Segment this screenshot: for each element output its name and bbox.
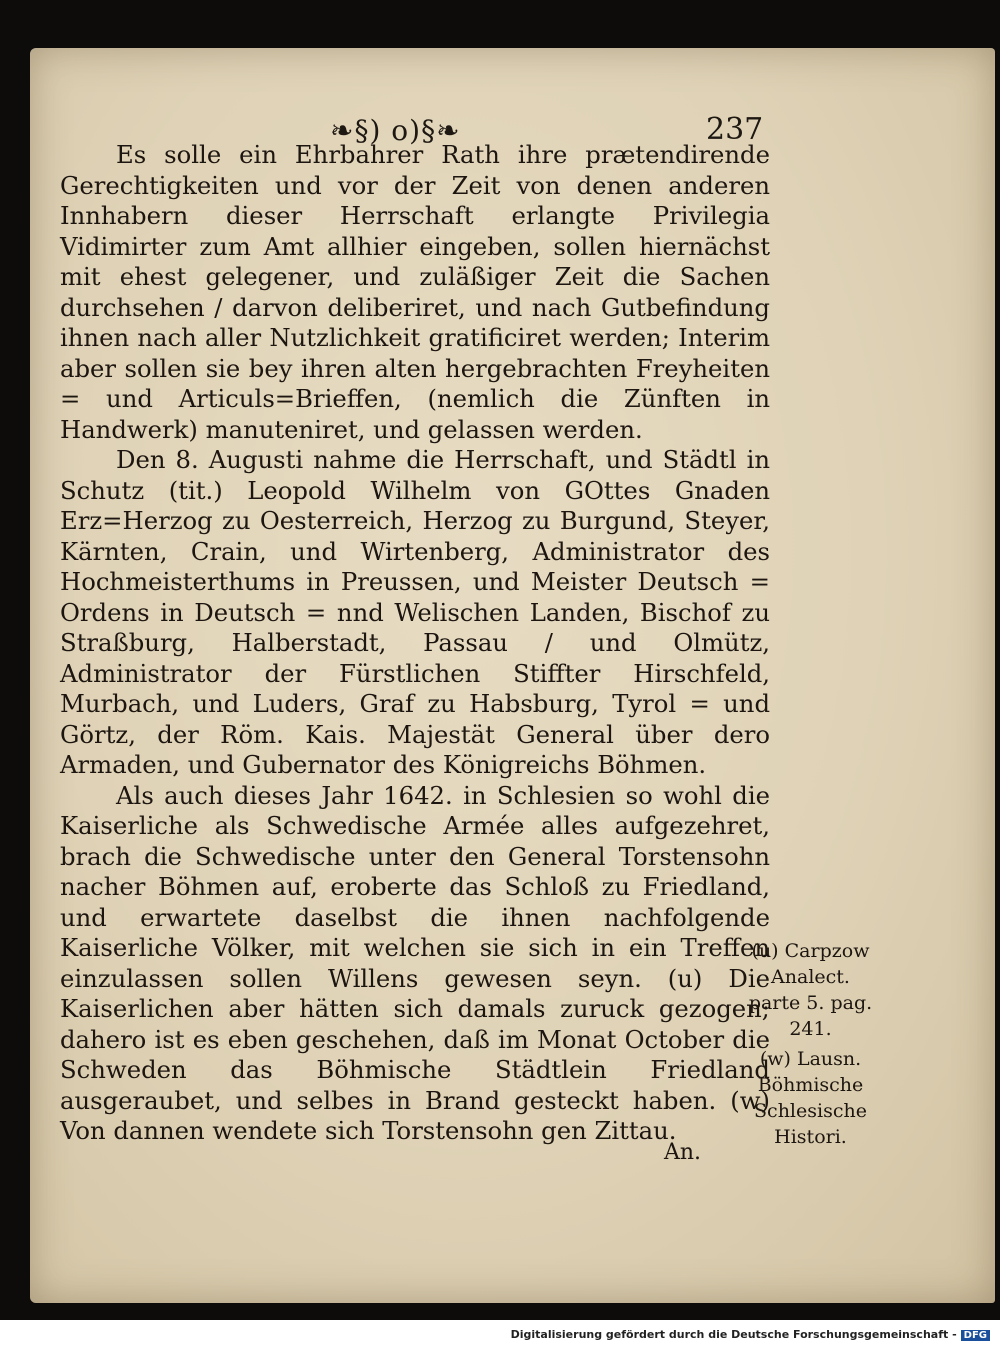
- paragraph-swedish-army: Als auch dieses Jahr 1642. in Schlesien so wohl die Kaiserliche als Schwedische Armée alles aufgezehret, brach die Schwedische unter den General Torstensohn nacher Böhmen auf, eroberte das Schloß zu Friedland, und erwartete daselbst die ihnen nachfolgende Kaiserliche Völker, mit welchen sie sich in ein Treffen einzulassen sollen Willens gewesen seyn. (u) Die Kaiserlichen aber hätten sich damals zuruck gezogen; dahero ist es eben geschehen, daß im Monat October die Schweden das Böhmische Städtlein Friedland ausgeraubet, und selbes in Brand gesteckt haben. (w) Von dannen wendete sich Torstensohn gen Zittau.: [60, 780, 770, 1145]
- paragraph-privileges: Es solle ein Ehrbahrer Rath ihre prætendirende Gerechtigkeiten und vor der Zeit von denen anderen Innhabern dieser Herrschaft erlangte Privilegia Vidimirter zum Amt allhier eingeben, sollen hiernächst mit ehest gelegener, und zuläßiger Zeit die Sachen durchsehen / darvon deliberiret, und nach Gutbefindung ihnen nach aller Nutzlichkeit gratificiret werden; Interim aber sollen sie bey ihren alten hergebrachten Freyheiten = und Articuls=Brieffen, (nemlich die Zünften in Handwerk) manuteniret, und gelassen werden.: [60, 140, 770, 444]
- page-number: 237: [706, 112, 764, 147]
- header-ornament: ❧§) o)§❧: [330, 114, 461, 147]
- main-text: [60, 140, 770, 1147]
- book-page: [30, 48, 995, 1303]
- margin-note-w: (w) Lausn. Böhmische Schlesische Histori.: [754, 1048, 867, 1148]
- dfg-logo: DFG: [961, 1330, 990, 1341]
- paragraph-leopold-wilhelm: Den 8. Augusti nahme die Herrschaft, und Städtl in Schutz (tit.) Leopold Wilhelm von GOttes Gnaden Erz=Herzog zu Oesterreich, Herzog zu Burgund, Steyer, Kärnten, Crain, und Wirtenberg, Administrator des Hochmeisterthums in Preussen, und Meister Deutsch = Ordens in Deutsch = nnd Welischen Landen, Bischof zu Straßburg, Halberstadt, Passau / und Olmütz, Administrator der Fürstlichen Stiffter Hirschfeld, Murbach, und Luders, Graf zu Habsburg, Tyrol = und Görtz, der Röm. Kais. Majestät General über dero Armaden, und Gubernator des Königreichs Böhmen.: [60, 445, 770, 779]
- marginal-notes: [748, 938, 873, 1154]
- catchword: An.: [664, 1140, 702, 1165]
- credit-text: Digitalisierung gefördert durch die Deutsche Forschungsgemeinschaft -: [510, 1328, 957, 1341]
- digitization-credit: [511, 1328, 990, 1341]
- margin-note-u: (u) Carpzow Analect. parte 5. pag. 241.: [748, 940, 873, 1040]
